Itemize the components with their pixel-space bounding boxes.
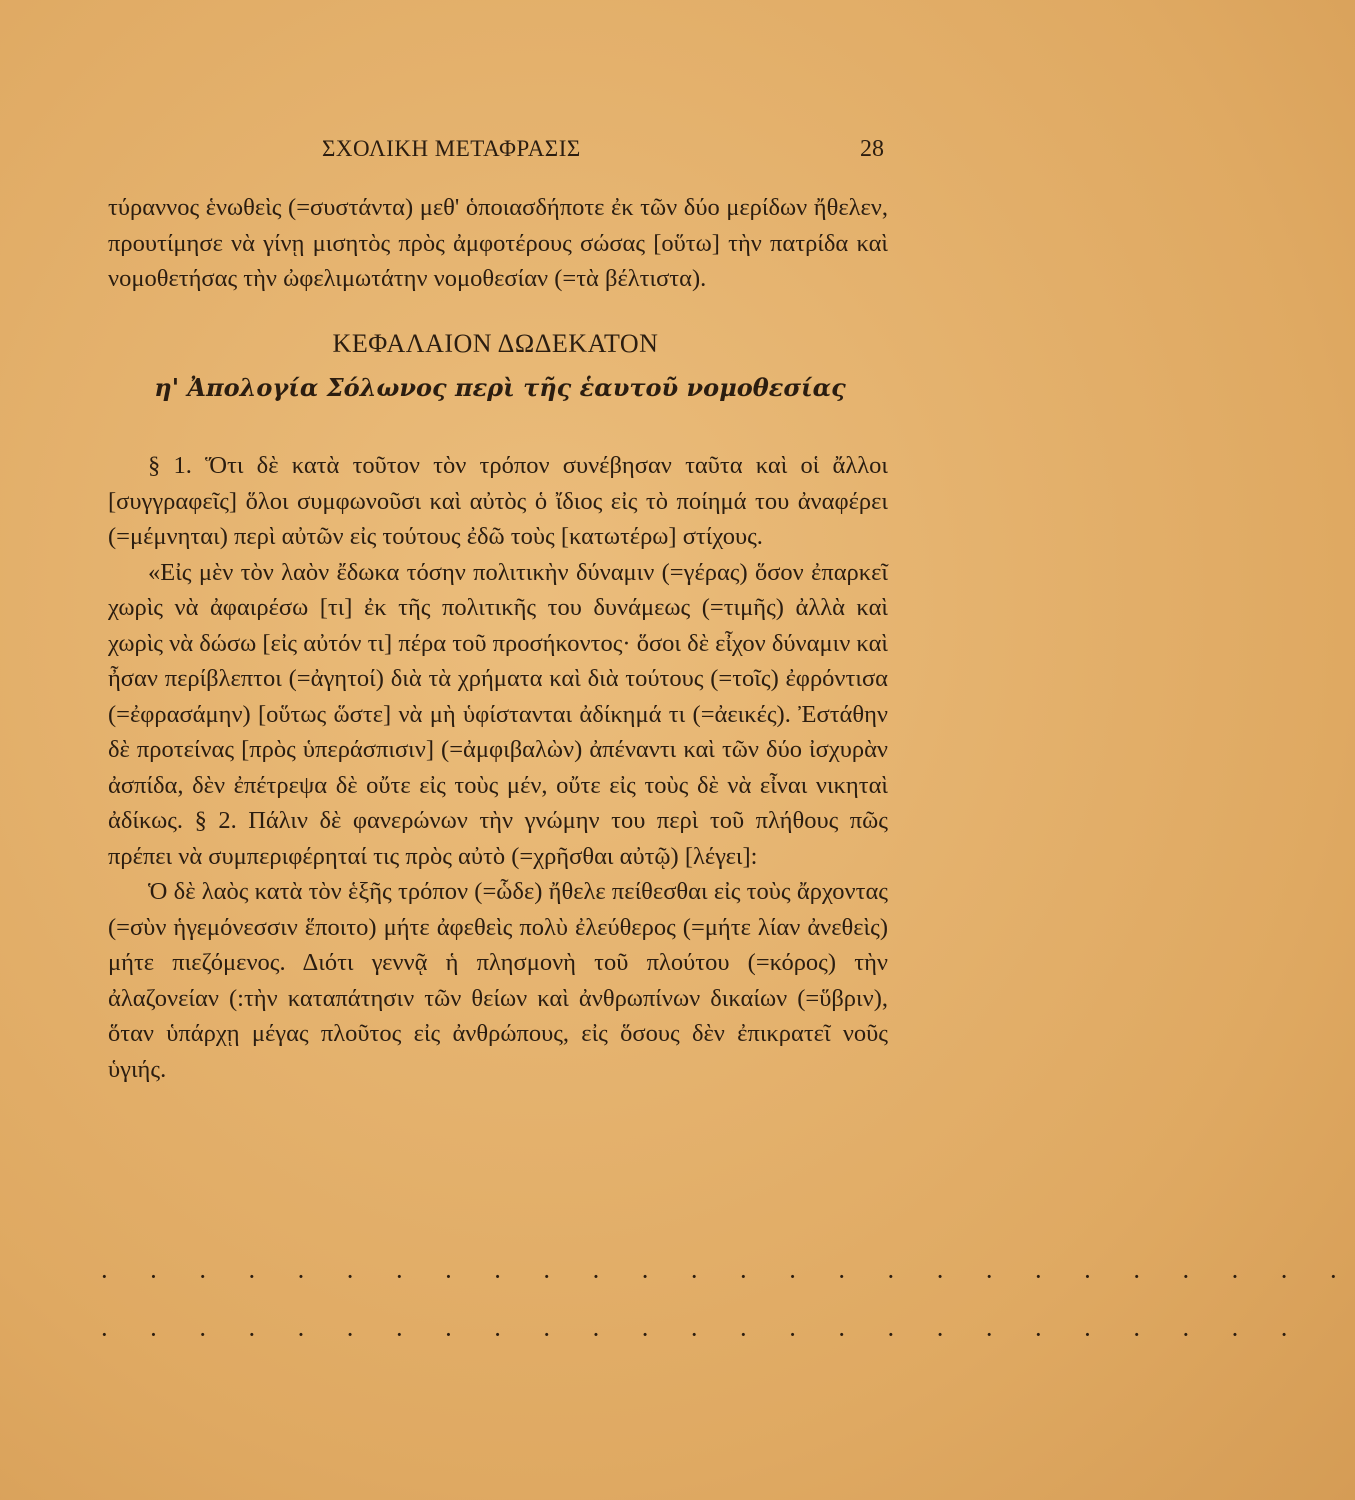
section-heading: η' Ἀπολογία Σόλωνος περὶ τῆς ἑαυτοῦ νομοθεσίας — [154, 373, 846, 402]
page-header — [0, 134, 991, 166]
paragraph-1: § 1. Ὅτι δὲ κατὰ τοῦτον τὸν τρόπον συνέβησαν ταῦτα καὶ οἱ ἄλλοι [συγγραφεῖς] ὅλοι συμφωνοῦσι καὶ αὐτὸς ὁ ἴδιος εἰς τὸ ποίημά του ἀναφέρει (=μέμνηται) περὶ αὐτῶν εἰς τούτους ἐδῶ τοὺς [κατωτέρω] στίχους. — [108, 452, 888, 550]
page-number: 28 — [860, 136, 884, 162]
paragraph-3: Ὁ δὲ λαὸς κατὰ τὸν ἑξῆς τρόπον (=ὧδε) ἤθελε πείθεσθαι εἰς τοὺς ἄρχοντας (=σὺν ἡγεμόνεσσιν ἕποιτο) μήτε ἀφεθεὶς πολὺ ἐλεύθερος (=μήτε λίαν ἀνεθεὶς) μήτε πιεζόμενος. Διότι γεννᾷ ἡ πλησμονὴ τοῦ πλούτου (=κόρος) τὴν ἀλαζονείαν (:τὴν καταπάτησιν τῶν θείων καὶ ἀνθρωπίνων δικαίων (=ὕβριν), ὅταν ὑπάρχῃ μέγας πλοῦτος εἰς ἀνθρώπους, εἰς ὅσους δὲν ἐπικρατεῖ νοῦς ὑγιής. — [108, 878, 888, 1083]
intro-text-block — [108, 190, 888, 297]
paragraph-2: «Εἰς μὲν τὸν λαὸν ἔδωκα τόσην πολιτικὴν δύναμιν (=γέρας) ὅσον ἐπαρκεῖ χωρὶς νὰ ἀφαιρέσω [τι] ἐκ τῆς πολιτικῆς του δυνάμεως (=τιμῆς) ἀλλὰ καὶ χωρὶς νὰ δώσω [εἰς αὐτόν τι] πέρα τοῦ προσήκοντος· ὅσοι δὲ εἶχον δύναμιν καὶ ἦσαν περίβλεπτοι (=ἀγητοί) διὰ τὰ χρήματα καὶ διὰ τούτους (=τοῖς) ἐφρόντισα (=ἐφρασάμην) [οὕτως ὥστε] νὰ μὴ ὑφίστανται ἀδίκημά τι (=ἀεικές). Ἐστάθην δὲ προτείνας [πρὸς ὑπεράσπισιν] (=ἀμφιβαλὼν) ἀπέναντι καὶ τῶν δύο ἰσχυρὰν ἀσπίδα, δὲν ἐπέτρεψα δὲ οὔτε εἰς τοὺς μέν, οὔτε εἰς τοὺς δὲ νὰ εἶναι νικηταὶ ἀδίκως. § 2. Πάλιν δὲ φανερώνων τὴν γνώμην του περὶ τοῦ πλήθους πῶς πρέπει νὰ συμπεριφέρηταί τις πρὸς αὐτὸ (=χρῆσθαι αὐτῷ) [λέγει]: — [108, 558, 888, 870]
ellipsis-line-1: · · · · · · · · · · · · · · · · · · · · · · · · · · — [100, 1262, 1355, 1291]
intro-paragraph: τύραννος ἑνωθεὶς (=συστάντα) μεθ' ὁποιασδήποτε ἐκ τῶν δύο μερίδων ἤθελεν, προυτίμησε νὰ γίνῃ μισητὸς πρὸς ἀμφοτέρους σώσας [οὕτω] τὴν πατρίδα καὶ νομοθετήσας τὴν ὠφελιμωτάτην νομοθεσίαν (=τὰ βέλτιστα). — [108, 194, 888, 292]
running-title: ΣΧΟΛΙΚΗ ΜΕΤΑΦΡΑΣΙΣ — [322, 136, 581, 161]
body-text-block — [108, 448, 888, 1087]
ellipsis-line-2: · · · · · · · · · · · · · · · · · · · · · · · · · — [100, 1320, 1306, 1349]
chapter-title: ΚΕΦΑΛΑΙΟΝ ΔΩΔΕΚΑΤΟΝ — [332, 329, 659, 358]
